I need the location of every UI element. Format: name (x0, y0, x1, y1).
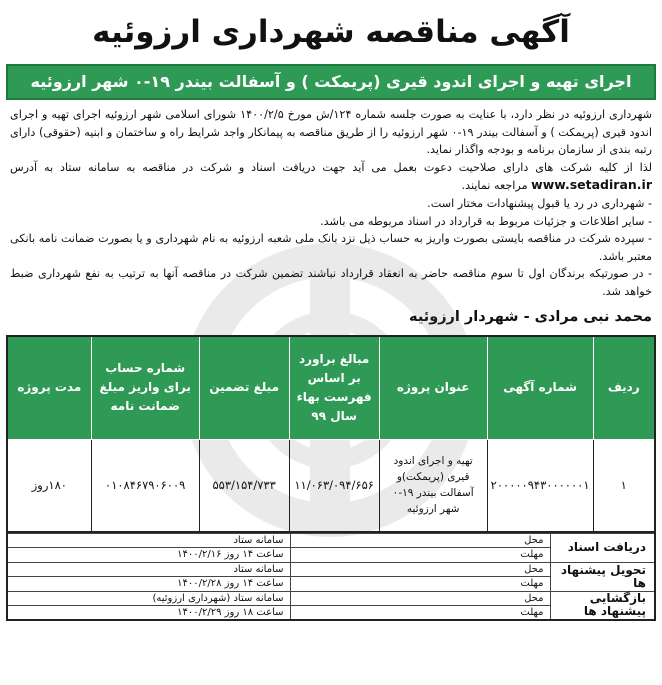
cell-project-title: تهیه و اجرای اندود قیری (پریمکت)و آسفالت بیندر ۱۹-۰ شهر ارزوئیه (379, 440, 487, 532)
note-1: - شهرداری در رد یا قبول پیشنهادات مختار است. (427, 196, 652, 210)
header-project-title: عنوان پروژه (379, 336, 487, 440)
mayor-signature: محمد نبی مرادی - شهردار ارزوئیه (409, 308, 652, 325)
stage-submit-bids: تحویل پیشنهاد ها (550, 562, 655, 591)
place-value: سامانه ستاد (7, 533, 290, 548)
note-4: - در صورتیکه برندگان اول تا سوم مناقصه حاضر به انعقاد قرارداد نباشند تضمین شرکت در مناقصه آنها به ترتیب به نفع شهرداری ضبط خواهد شد. (10, 267, 652, 298)
project-banner: اجرای تهیه و اجرای اندود قیری (پریمکت ) و آسفالت بیندر ۱۹-۰ شهر ارزوئیه (6, 64, 656, 100)
website-link[interactable]: www.setadiran.ir (531, 177, 652, 193)
cell-duration: ۱۸۰روز (7, 440, 91, 532)
body-paragraph-2-before: لذا از کلیه شرکت های دارای صلاحیت دعوت بعمل می آید جهت دریافت اسناد و شرکت در مناقصه به سامانه ستاد به آدرس (10, 160, 652, 174)
header-notice-number: شماره آگهی (487, 336, 593, 440)
body-paragraph-2-after: مراجعه نمایند. (461, 179, 528, 193)
deadline-label: مهلت (290, 548, 550, 563)
header-duration: مدت پروژه (7, 336, 91, 440)
cell-index: ۱ (593, 440, 655, 532)
notice-body (6, 106, 656, 301)
header-estimate: مبالغ براورد بر اساس فهرست بهاء سال ۹۹ (289, 336, 379, 440)
tender-table-header (7, 336, 655, 440)
deadline-value: ساعت ۱۴ روز ۱۴۰۰/۲/۲۸ (7, 577, 290, 592)
notice-title: آگهی مناقصه شهرداری ارزوئیه (92, 14, 570, 50)
tender-table (6, 335, 656, 533)
deadline-label: مهلت (290, 577, 550, 592)
body-paragraph-2 (10, 159, 652, 195)
note-3: - سپرده شرکت در مناقصه بایستی بصورت واریز به حساب ذیل نزد بانک ملی شعبه ارزوئیه به نام شهرداری و یا بصورت ضمانت نامه بانکی معتبر باشد. (10, 232, 652, 263)
stage-receive-docs: دریافت اسناد (550, 533, 655, 562)
schedule-row (7, 562, 655, 577)
table-row (7, 440, 655, 532)
note-2: - سایر اطلاعات و جزئیات مربوط به قرارداد در اسناد مربوطه می باشد. (320, 214, 652, 228)
cell-guarantee: ۵۵۳/۱۵۴/۷۳۳ (199, 440, 289, 532)
deadline-value: ساعت ۱۸ روز ۱۴۰۰/۲/۲۹ (7, 606, 290, 621)
place-value: سامانه ستاد (7, 562, 290, 577)
cell-estimate: ۱۱/۰۶۳/۰۹۴/۶۵۶ (289, 440, 379, 532)
header-index: ردیف (593, 336, 655, 440)
place-label: محل (290, 533, 550, 548)
header-account: شماره حساب برای واریز مبلغ ضمانت نامه (91, 336, 199, 440)
deadline-value: ساعت ۱۴ روز ۱۴۰۰/۲/۱۶ (7, 548, 290, 563)
schedule-row (7, 533, 655, 548)
schedule-table (6, 533, 656, 622)
place-label: محل (290, 591, 550, 606)
place-value: سامانه ستاد (شهرداری ارزوئیه) (7, 591, 290, 606)
schedule-row (7, 591, 655, 606)
cell-account: ۰۱۰۸۴۶۷۹۰۶۰۰۹ (91, 440, 199, 532)
deadline-label: مهلت (290, 606, 550, 621)
cell-notice-number: ۲۰۰۰۰۰۹۴۳۰۰۰۰۰۰۱ (487, 440, 593, 532)
stage-open-bids: بازگشایی پیشنهاد ها (550, 591, 655, 620)
header-guarantee: مبلغ تضمین (199, 336, 289, 440)
place-label: محل (290, 562, 550, 577)
body-paragraph-1: شهرداری ارزوئیه در نظر دارد، با عنایت به صورت جلسه شماره ۱۲۴/ش مورخ ۱۴۰۰/۲/۵ شورای اسلامی شهر ارزوئیه اجرای تهیه و اجرای اندود قیری (پریمکت ) و آسفالت بیندر ۱۹-۰ شهر ارزوئیه را از طریق مناقصه به پیمانکار واجد شرایط راه و ساختمان و ابنیه (حقوقی) دارای رتبه بندی از سازمان برنامه و بودجه واگذار نماید. (10, 108, 653, 157)
